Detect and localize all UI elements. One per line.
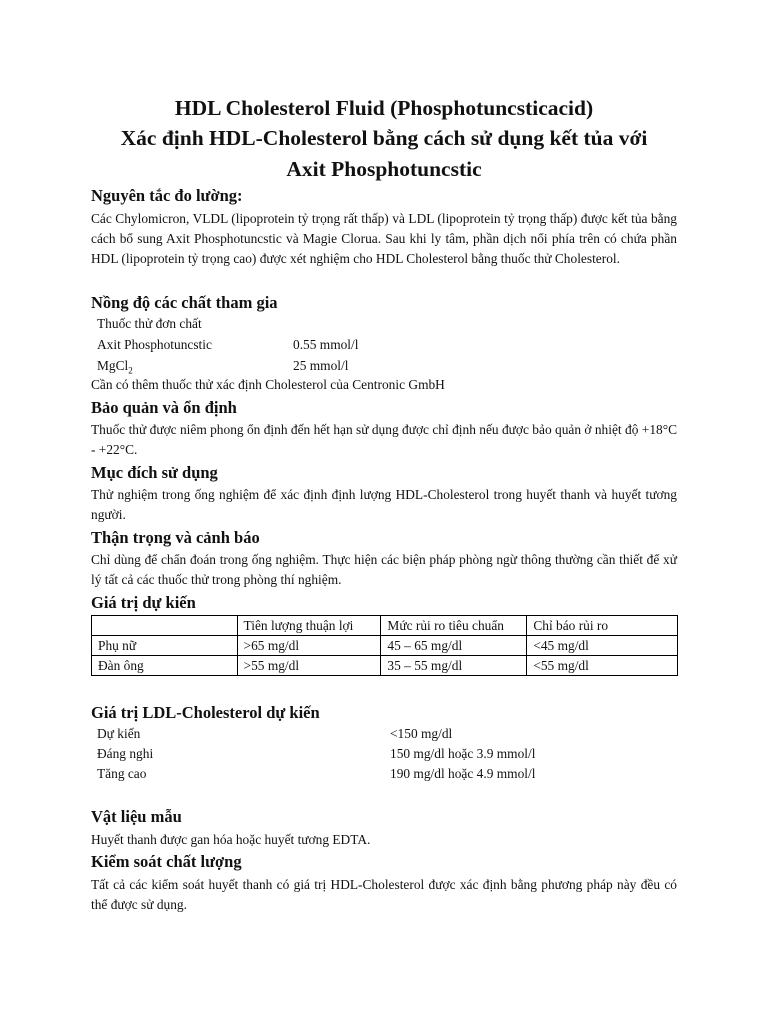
- storage-heading: Bảo quản và ổn định: [91, 398, 237, 417]
- expected-values-table: [91, 615, 678, 676]
- purpose-heading: Mục đích sử dụng: [91, 463, 218, 482]
- qc-heading: Kiểm soát chất lượng: [91, 852, 242, 871]
- ldl-label-elevated: Tăng cao: [97, 766, 147, 781]
- ldl-value-expected: <150 mg/dl: [390, 726, 453, 741]
- title-line-1: HDL Cholesterol Fluid (Phosphotuncsticacid): [174, 96, 594, 120]
- table-cell: >65 mg/dl: [237, 636, 381, 656]
- ldl-value-elevated: 190 mg/dl hoặc 4.9 mmol/l: [390, 766, 536, 781]
- table-header-cell: [92, 616, 238, 636]
- title-line-2: Xác định HDL-Cholesterol bằng cách sử dụng kết tủa với: [120, 126, 648, 150]
- concentrations-heading: Nồng độ các chất tham gia: [91, 293, 278, 312]
- table-cell: <45 mg/dl: [527, 636, 678, 656]
- table-header-cell: Tiên lượng thuận lợi: [237, 616, 381, 636]
- table-cell: <55 mg/dl: [527, 656, 678, 676]
- specimen-text: Huyết thanh được gan hóa hoặc huyết tương EDTA.: [91, 832, 371, 847]
- reagent-value-mgcl2: 25 mmol/l: [293, 358, 349, 373]
- table-cell: Đàn ông: [92, 656, 238, 676]
- specimen-heading: Vật liệu mẫu: [91, 807, 182, 826]
- table-header-cell: Chỉ báo rủi ro: [527, 616, 678, 636]
- reagent-value-pta: 0.55 mmol/l: [293, 337, 359, 352]
- single-reagent-label: Thuốc thử đơn chất: [97, 316, 202, 331]
- title-line-3: Axit Phosphotuncstic: [286, 157, 482, 181]
- caution-heading: Thận trọng và cảnh báo: [91, 528, 260, 547]
- mgcl-text: MgCl: [97, 358, 129, 373]
- expected-values-heading: Giá trị dự kiến: [91, 593, 196, 612]
- storage-text: Thuốc thử được niêm phong ổn định đến hết hạn sử dụng được chỉ định nếu được bảo quản ở nhiệt độ +18°C - +22°C.: [91, 422, 677, 457]
- caution-text: Chỉ dùng để chẩn đoán trong ống nghiệm. Thực hiện các biện pháp phòng ngừ thông thường cần thiết để xử lý tất cả các thuốc thử trong phòng thí nghiệm.: [91, 552, 677, 587]
- table-header-row: [92, 616, 678, 636]
- mgcl-subscript: 2: [128, 365, 133, 376]
- table-cell: 35 – 55 mg/dl: [381, 656, 527, 676]
- qc-text: Tất cả các kiểm soát huyết thanh có giá trị HDL-Cholesterol được xác định bằng phương pháp này đều có thể được sử dụng.: [91, 877, 677, 912]
- ldl-label-expected: Dự kiến: [97, 726, 141, 741]
- table-cell: Phụ nữ: [92, 636, 238, 656]
- cholesterol-reagent-note: Cần có thêm thuốc thử xác định Cholesterol của Centronic GmbH: [91, 377, 445, 392]
- principle-text: Các Chylomicron, VLDL (lipoprotein tỷ trọng rất thấp) và LDL (lipoprotein tỷ trọng thấp) được kết tủa bằng cách bổ sung Axit Phosphotuncstic và Magie Clorua. Sau khi ly tâm, phần dịch nổi phía trên có chứa phần HDL (lipoprotein tỷ trọng cao) được xét nghiệm cho HDL Cholesterol bằng thuốc thử Cholesterol.: [91, 211, 677, 266]
- table-cell: >55 mg/dl: [237, 656, 381, 676]
- purpose-text: Thử nghiệm trong ống nghiệm để xác định định lượng HDL-Cholesterol trong huyết thanh và huyết tương người.: [91, 487, 677, 522]
- ldl-heading: Giá trị LDL-Cholesterol dự kiến: [91, 703, 320, 722]
- ldl-label-suspicious: Đáng nghi: [97, 746, 154, 761]
- ldl-value-suspicious: 150 mg/dl hoặc 3.9 mmol/l: [390, 746, 536, 761]
- reagent-name-pta: Axit Phosphotuncstic: [97, 337, 212, 352]
- table-cell: 45 – 65 mg/dl: [381, 636, 527, 656]
- table-row: [92, 636, 678, 656]
- principle-heading: Nguyên tắc đo lường:: [91, 186, 243, 205]
- table-header-cell: Mức rủi ro tiêu chuẩn: [381, 616, 527, 636]
- table-row: [92, 656, 678, 676]
